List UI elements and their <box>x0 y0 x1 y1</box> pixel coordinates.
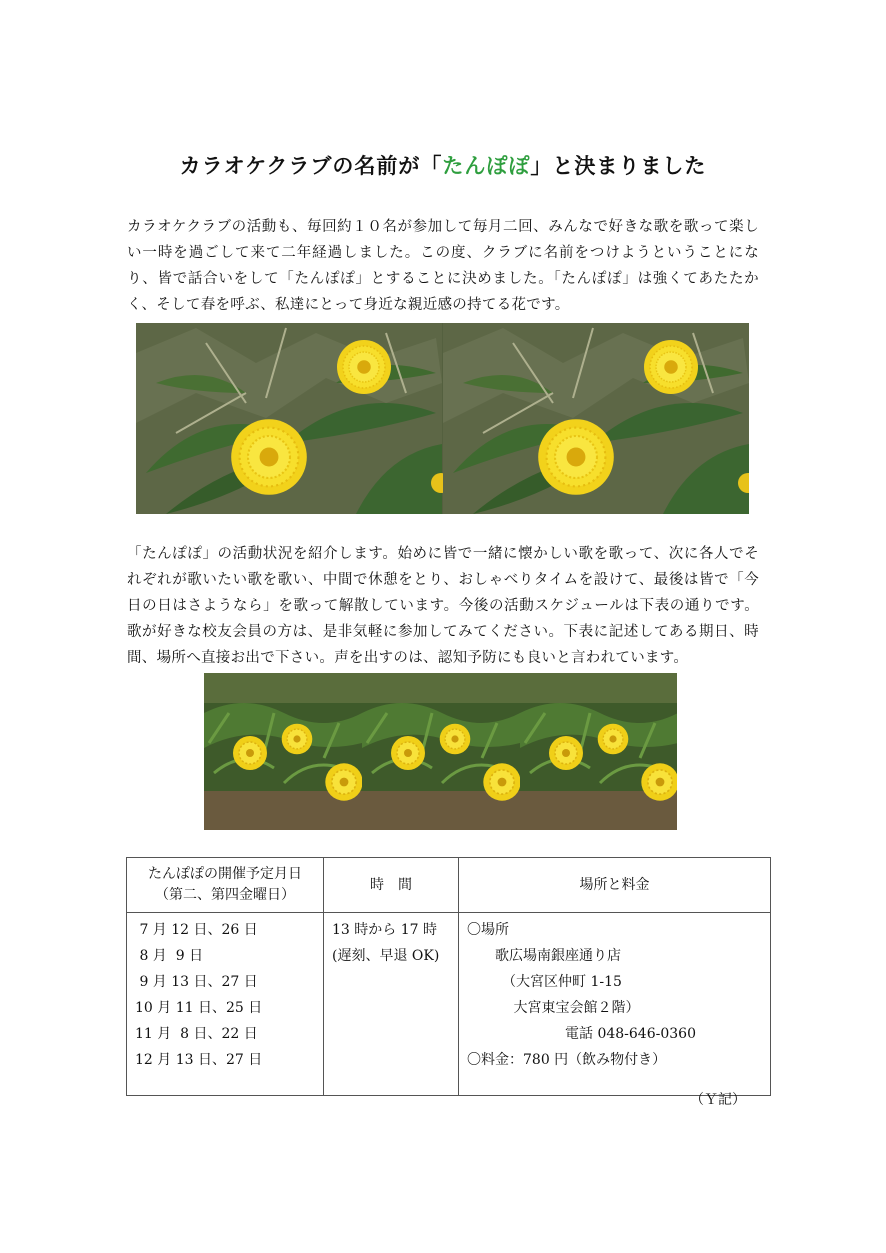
activity-paragraph: 「たんぽぽ」の活動状況を紹介します。始めに皆で一緒に懐かしい歌を歌って、次に各人でそれぞれが歌いたい歌を歌い、中間で休憩をとり、おしゃべりタイムを設けて、最後は皆で「今日の日はさようなら」を歌って解散しています。今後の活動スケジュールは下表の通りです。歌が好きな校友会員の方は、是非気軽に参加してみてください。下表に記述してある期日、時間、場所へ直接お出で下さい。声を出すのは、認知予防にも良いと言われています。 <box>127 546 760 666</box>
title-highlight: たんぽぽ <box>442 153 531 178</box>
place-item: 歌広場南銀座通り店 <box>467 948 621 964</box>
author-signature: （Ｙ記） <box>690 1092 746 1108</box>
table-row <box>127 913 771 1096</box>
place-item: 電話 048-646-0360 <box>467 1026 696 1042</box>
dates-cell <box>127 913 324 1096</box>
place-item: 大宮東宝会館２階） <box>467 1000 640 1016</box>
time-item: (遅刻、早退 OK) <box>332 948 440 964</box>
place-header: 場所と料金 <box>459 858 771 913</box>
time-cell <box>324 913 459 1096</box>
time-item: 13 時から 17 時 <box>332 922 437 938</box>
dates-header-line1: たんぽぽの開催予定月日 <box>148 866 302 882</box>
date-item: 12 月 13 日、27 日 <box>135 1052 263 1068</box>
dates-header-line2: （第二、第四金曜日） <box>155 887 295 903</box>
date-item: 11 月 8 日、22 日 <box>135 1026 258 1042</box>
schedule-table <box>126 857 771 1096</box>
page-title <box>0 150 886 180</box>
title-suffix: 」と決まりました <box>530 153 707 178</box>
place-cell <box>459 913 771 1096</box>
place-item: 〇場所 <box>467 922 509 938</box>
place-item: 〇料金：780 円（飲み物付き） <box>467 1052 667 1068</box>
date-item: 7 月 12 日、26 日 <box>135 922 258 938</box>
date-item: 8 月 9 日 <box>135 948 204 964</box>
dandelion-photo-closeup <box>136 323 749 514</box>
title-prefix: カラオケクラブの名前が「 <box>179 153 443 178</box>
dandelion-photo-field <box>204 673 677 830</box>
date-item: 10 月 11 日、25 日 <box>135 1000 263 1016</box>
table-header-row <box>127 858 771 913</box>
place-item: （大宮区仲町 1-15 <box>467 974 622 990</box>
time-header: 時 間 <box>324 858 459 913</box>
date-item: 9 月 13 日、27 日 <box>135 974 258 990</box>
intro-paragraph: カラオケクラブの活動も、毎回約１０名が参加して毎月二回、みんなで好きな歌を歌って楽しい一時を過ごして来て二年経過しました。この度、クラブに名前をつけようということになり、皆で話合いをして「たんぽぽ」とすることに決めました。「たんぽぽ」は強くてあたたかく、そして春を呼ぶ、私達にとって身近な親近感の持てる花です。 <box>127 219 759 313</box>
dates-header <box>127 858 324 913</box>
